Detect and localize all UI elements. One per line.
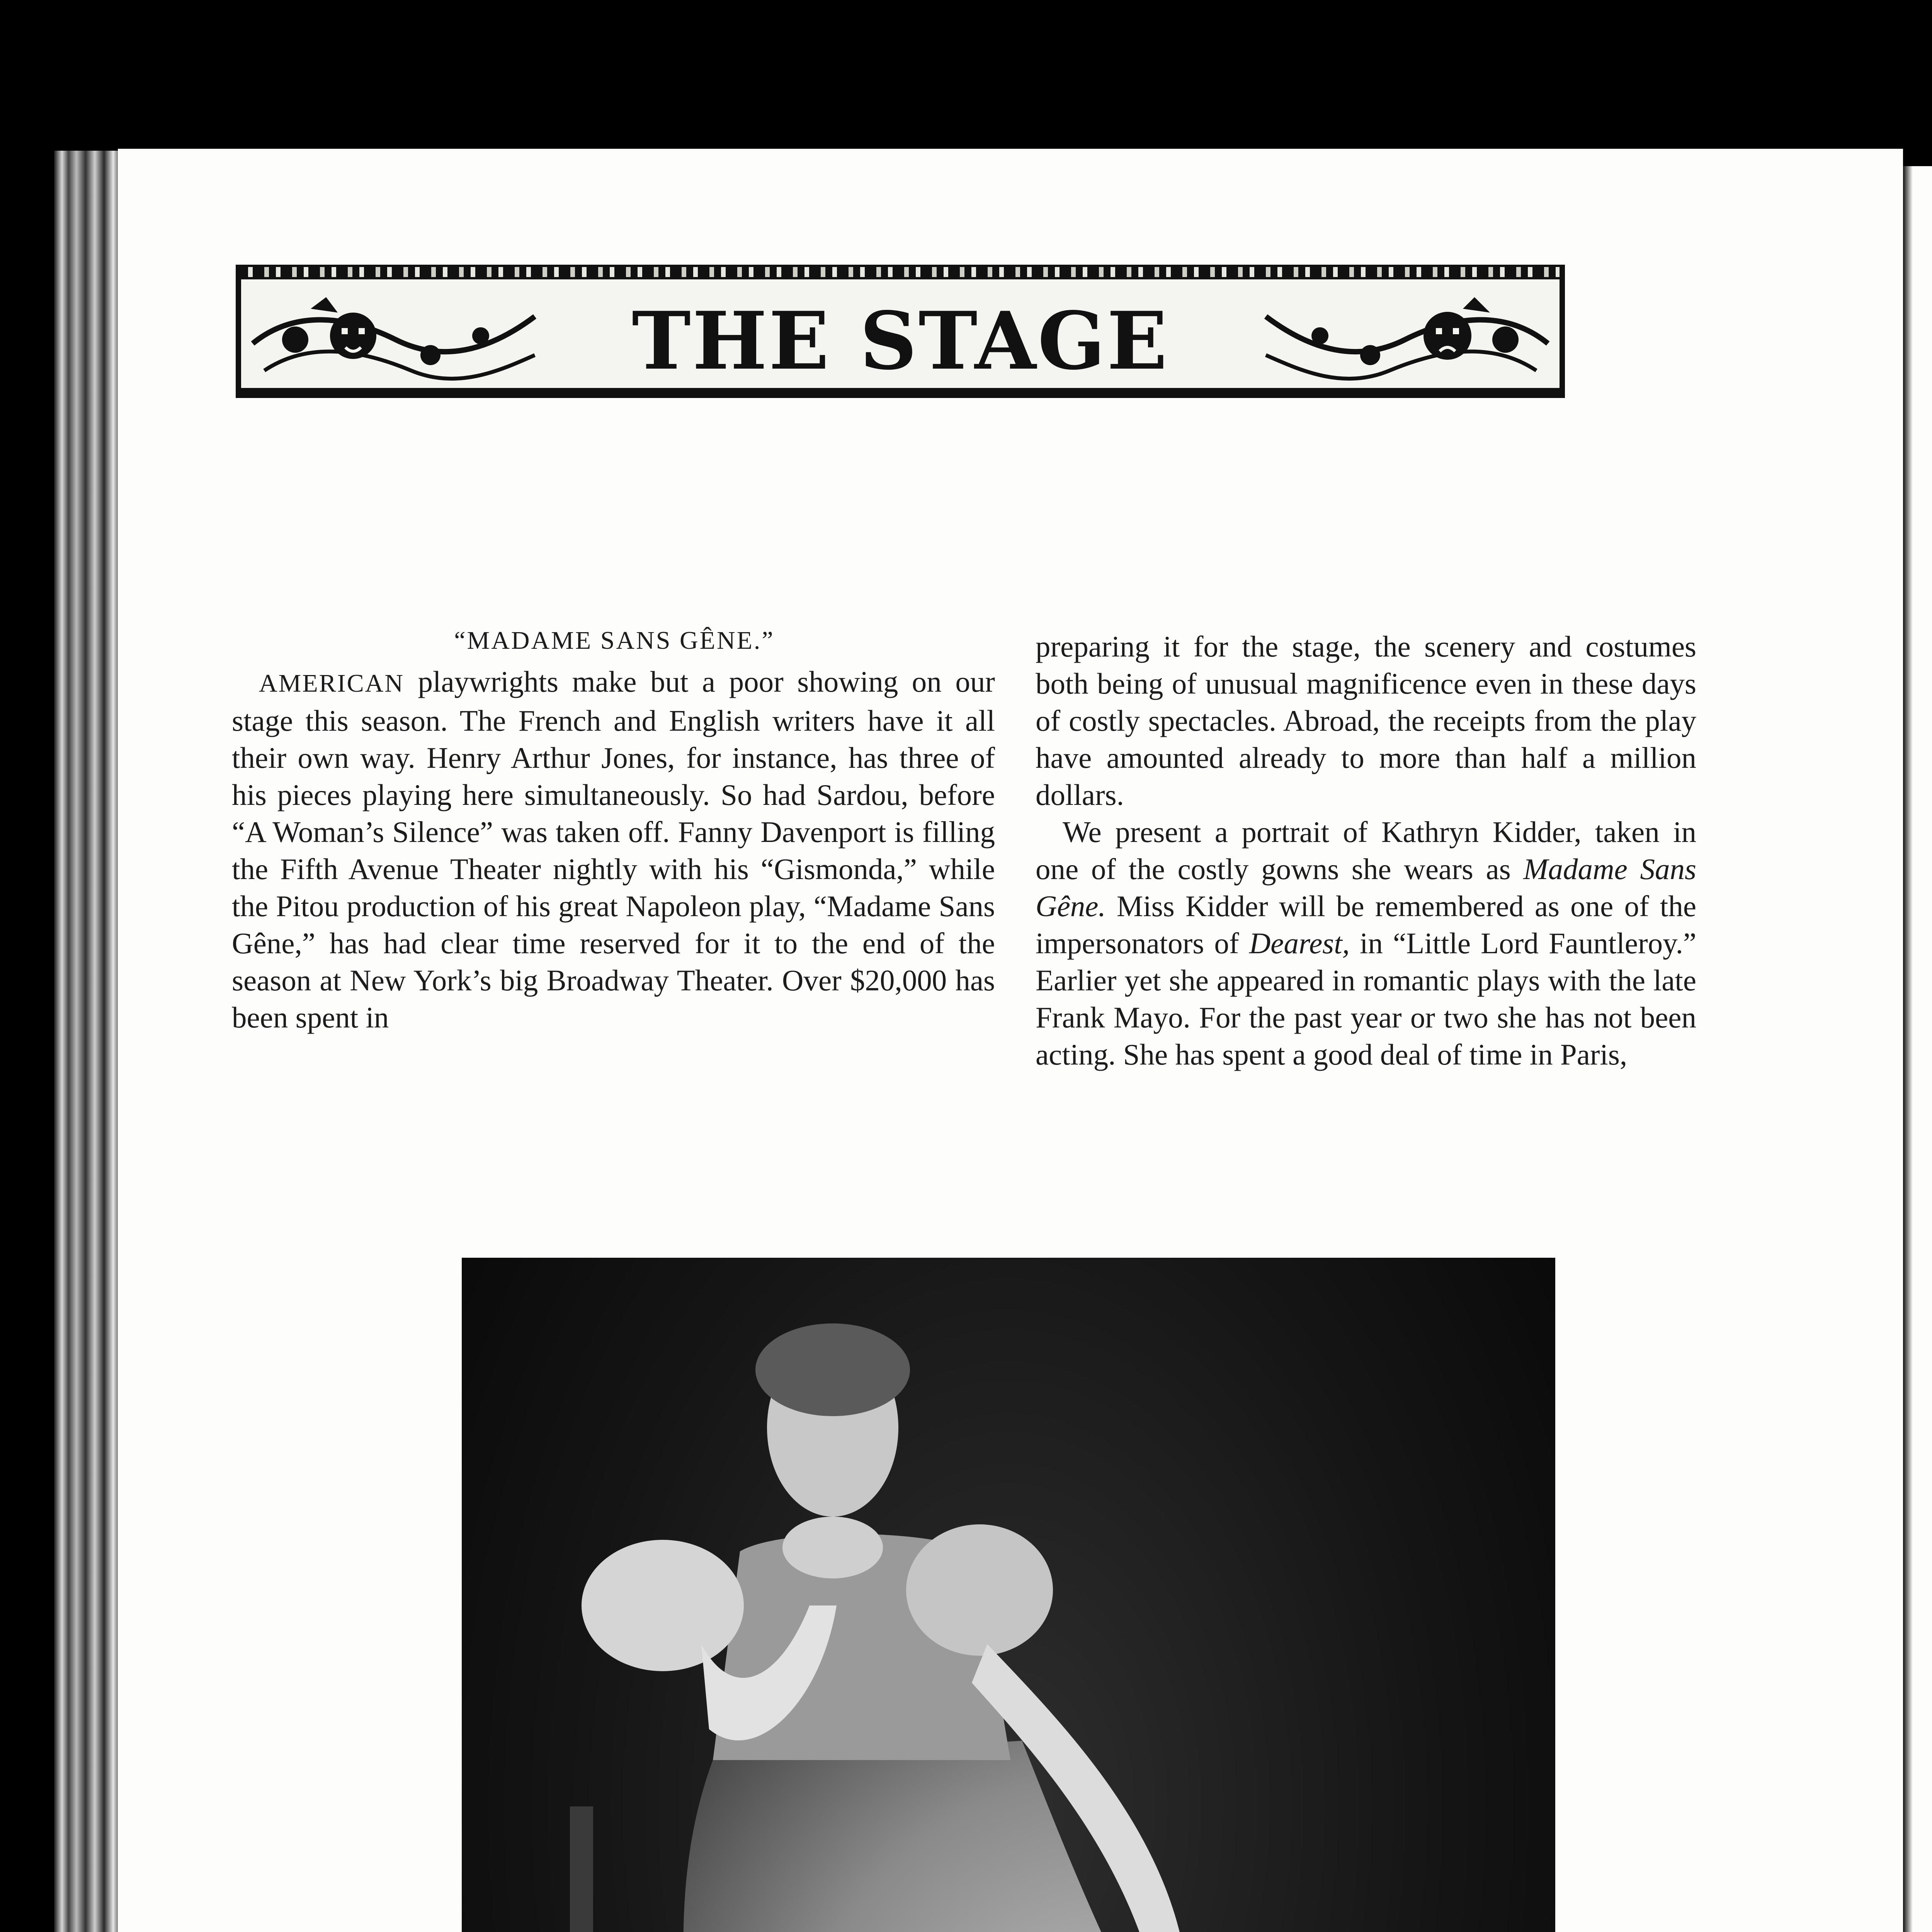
lead-word: AMERICAN <box>259 669 405 697</box>
italic-title: Dearest, <box>1249 927 1350 960</box>
paragraph-text: playwrights make but a poor showing on our stage this season. The French and English writers have it all their own way. Henry Arthur Jones, for instance, has three of his pieces playing here simultaneously. So had Sardou, before “A Woman’s Silence” was taken off. Fanny Davenport is filling the Fifth Avenue Theater nightly with his “Gismonda,” while the Pitou production of his great Napoleon play, “Madame Sans Gêne,” has had clear time reserved for it to the end of the season at New York’s big Broadway Theater. Over $20,000 has been spent in <box>232 665 995 1034</box>
banner-panel <box>241 279 1560 388</box>
banner-title: THE STAGE <box>632 295 1169 388</box>
facing-page-edge <box>1903 166 1932 1932</box>
article-column-right <box>1036 628 1696 1073</box>
paragraph-text: in “Little Lord Fauntleroy.” Earlier yet she appeared in romantic plays with the late Frank Mayo. For the past year or two she has not been acting. She has spent a good deal of time in Paris, <box>1036 927 1697 1071</box>
article-column-left <box>232 663 995 1036</box>
italic-title: Madame Sans Gêne. <box>1036 852 1696 923</box>
article-paragraph: preparing it for the stage, the scenery and costumes both being of unusual magnificence even in these days of costly spectacles. Abroad, the receipts from the play have amounted already to more than half a million dollars. <box>1036 630 1696 811</box>
paragraph-text: Miss Kidder will be remembered as one of the impersonators of <box>1036 889 1696 960</box>
banner-border <box>241 267 1560 277</box>
article-paragraph <box>232 663 995 1036</box>
portrait-photograph <box>462 1258 1555 1932</box>
book-spine <box>54 151 120 1932</box>
section-banner <box>236 265 1565 398</box>
article-heading: “MADAME SANS GÊNE.” <box>454 626 775 655</box>
article-paragraph <box>1036 813 1696 1073</box>
seated-woman-figure <box>462 1258 1555 1932</box>
paragraph-text: We present a portrait of Kathryn Kidder, taken in one of the costly gowns she wears as <box>1036 815 1696 886</box>
